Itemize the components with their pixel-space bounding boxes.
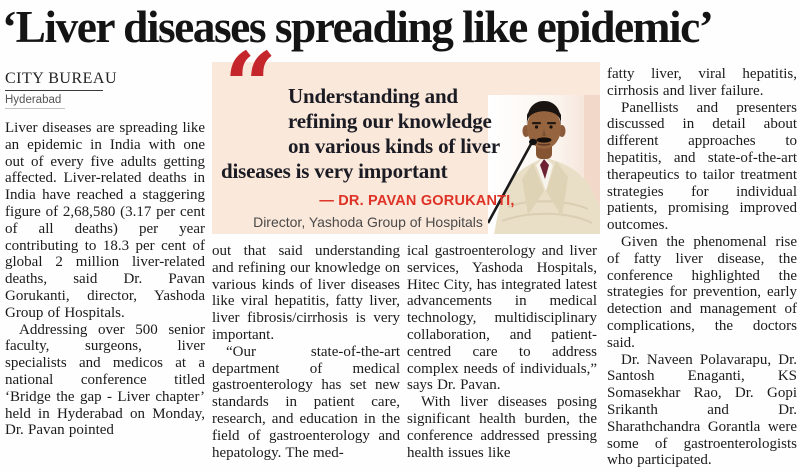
quote-attribution-name: — DR. PAVAN GORUKANTI,: [319, 193, 515, 209]
byline: [5, 70, 205, 109]
body-paragraph: ical gastroenterology and liver services, Yashoda Hospitals, Hitec City, has integrated latest advancements in medical technology, multidisciplinary collaboration, and patient-centred care to address complex needs of individuals,” says Dr. Pavan.: [407, 243, 597, 394]
article-headline: ‘Liver diseases spreading like epidemic’: [2, 2, 713, 52]
pull-quote-text: [212, 62, 600, 184]
body-paragraph: Liver diseases are spreading like an epidemic in India with one out of every five adults getting affected. Liver-related deaths in India have reached a staggering figure of 2,68,580 (3.17 per cent of all deaths) per year contributing to 18.3 per cent of global 2 million liver-related deaths, said Dr. Pavan Gorukanti, director, Yashoda Group of Hospitals.: [5, 120, 205, 321]
body-paragraph: With liver diseases posing significant health burden, the conference addressed pressing health issues like: [407, 394, 597, 461]
body-paragraph: Dr. Naveen Polavarapu, Dr. Santosh Enaganti, KS Somasekhar Rao, Dr. Gopi Srikanth and Dr. Sharathchandra Gorantla were some of gastroenterologists who participated.: [607, 351, 797, 469]
body-paragraph: Given the phenomenal rise of fatty liver disease, the conference highlighted the strategies for prevention, early detection and management of complications, the doctors said.: [607, 233, 797, 351]
body-paragraph: Panellists and presenters discussed in detail about different approaches to hepatitis, and state-of-the-art therapeutics to tailor treatment strategies for individual patients, promising improved outcomes.: [607, 99, 797, 234]
quote-line: diseases is very important: [221, 159, 448, 183]
pull-quote-box: [212, 32, 600, 234]
quote-line: refining our knowledge: [288, 109, 492, 133]
byline-city: Hyderabad: [5, 94, 62, 106]
body-paragraph: fatty liver, viral hepatitis, cirrhosis and liver failure.: [607, 66, 797, 99]
body-column-4: [607, 66, 797, 469]
body-paragraph: out that said understanding and refining our knowledge on various kinds of liver diseases like viral hepatitis, fatty liver, liver fibrosis/cirrhosis is very important.: [212, 243, 400, 343]
body-column-2: [212, 243, 400, 461]
quotation-mark-icon: “: [224, 32, 277, 140]
body-column-3: [407, 243, 597, 461]
quote-line: on various kinds of liver: [288, 134, 501, 158]
body-paragraph: “Our state-of-the-art department of medical gastroenterology has set new standards in patient care, research, and education in the field of gastroenterology and hepatology. The med-: [212, 343, 400, 461]
quote-attribution-role: Director, Yashoda Group of Hospitals: [253, 214, 483, 230]
byline-rule: [5, 90, 103, 91]
byline-city-rule: [5, 108, 65, 109]
byline-bureau: CITY BUREAU: [5, 70, 118, 87]
body-paragraph: Addressing over 500 senior faculty, surgeons, liver specialists and medicos at a national conference titled ‘Bridge the gap - Liver chapter’ held in Hyderabad on Monday, Dr. Pavan pointed: [5, 321, 205, 439]
body-column-1: [5, 120, 205, 439]
quote-line: Understanding and: [288, 84, 458, 108]
